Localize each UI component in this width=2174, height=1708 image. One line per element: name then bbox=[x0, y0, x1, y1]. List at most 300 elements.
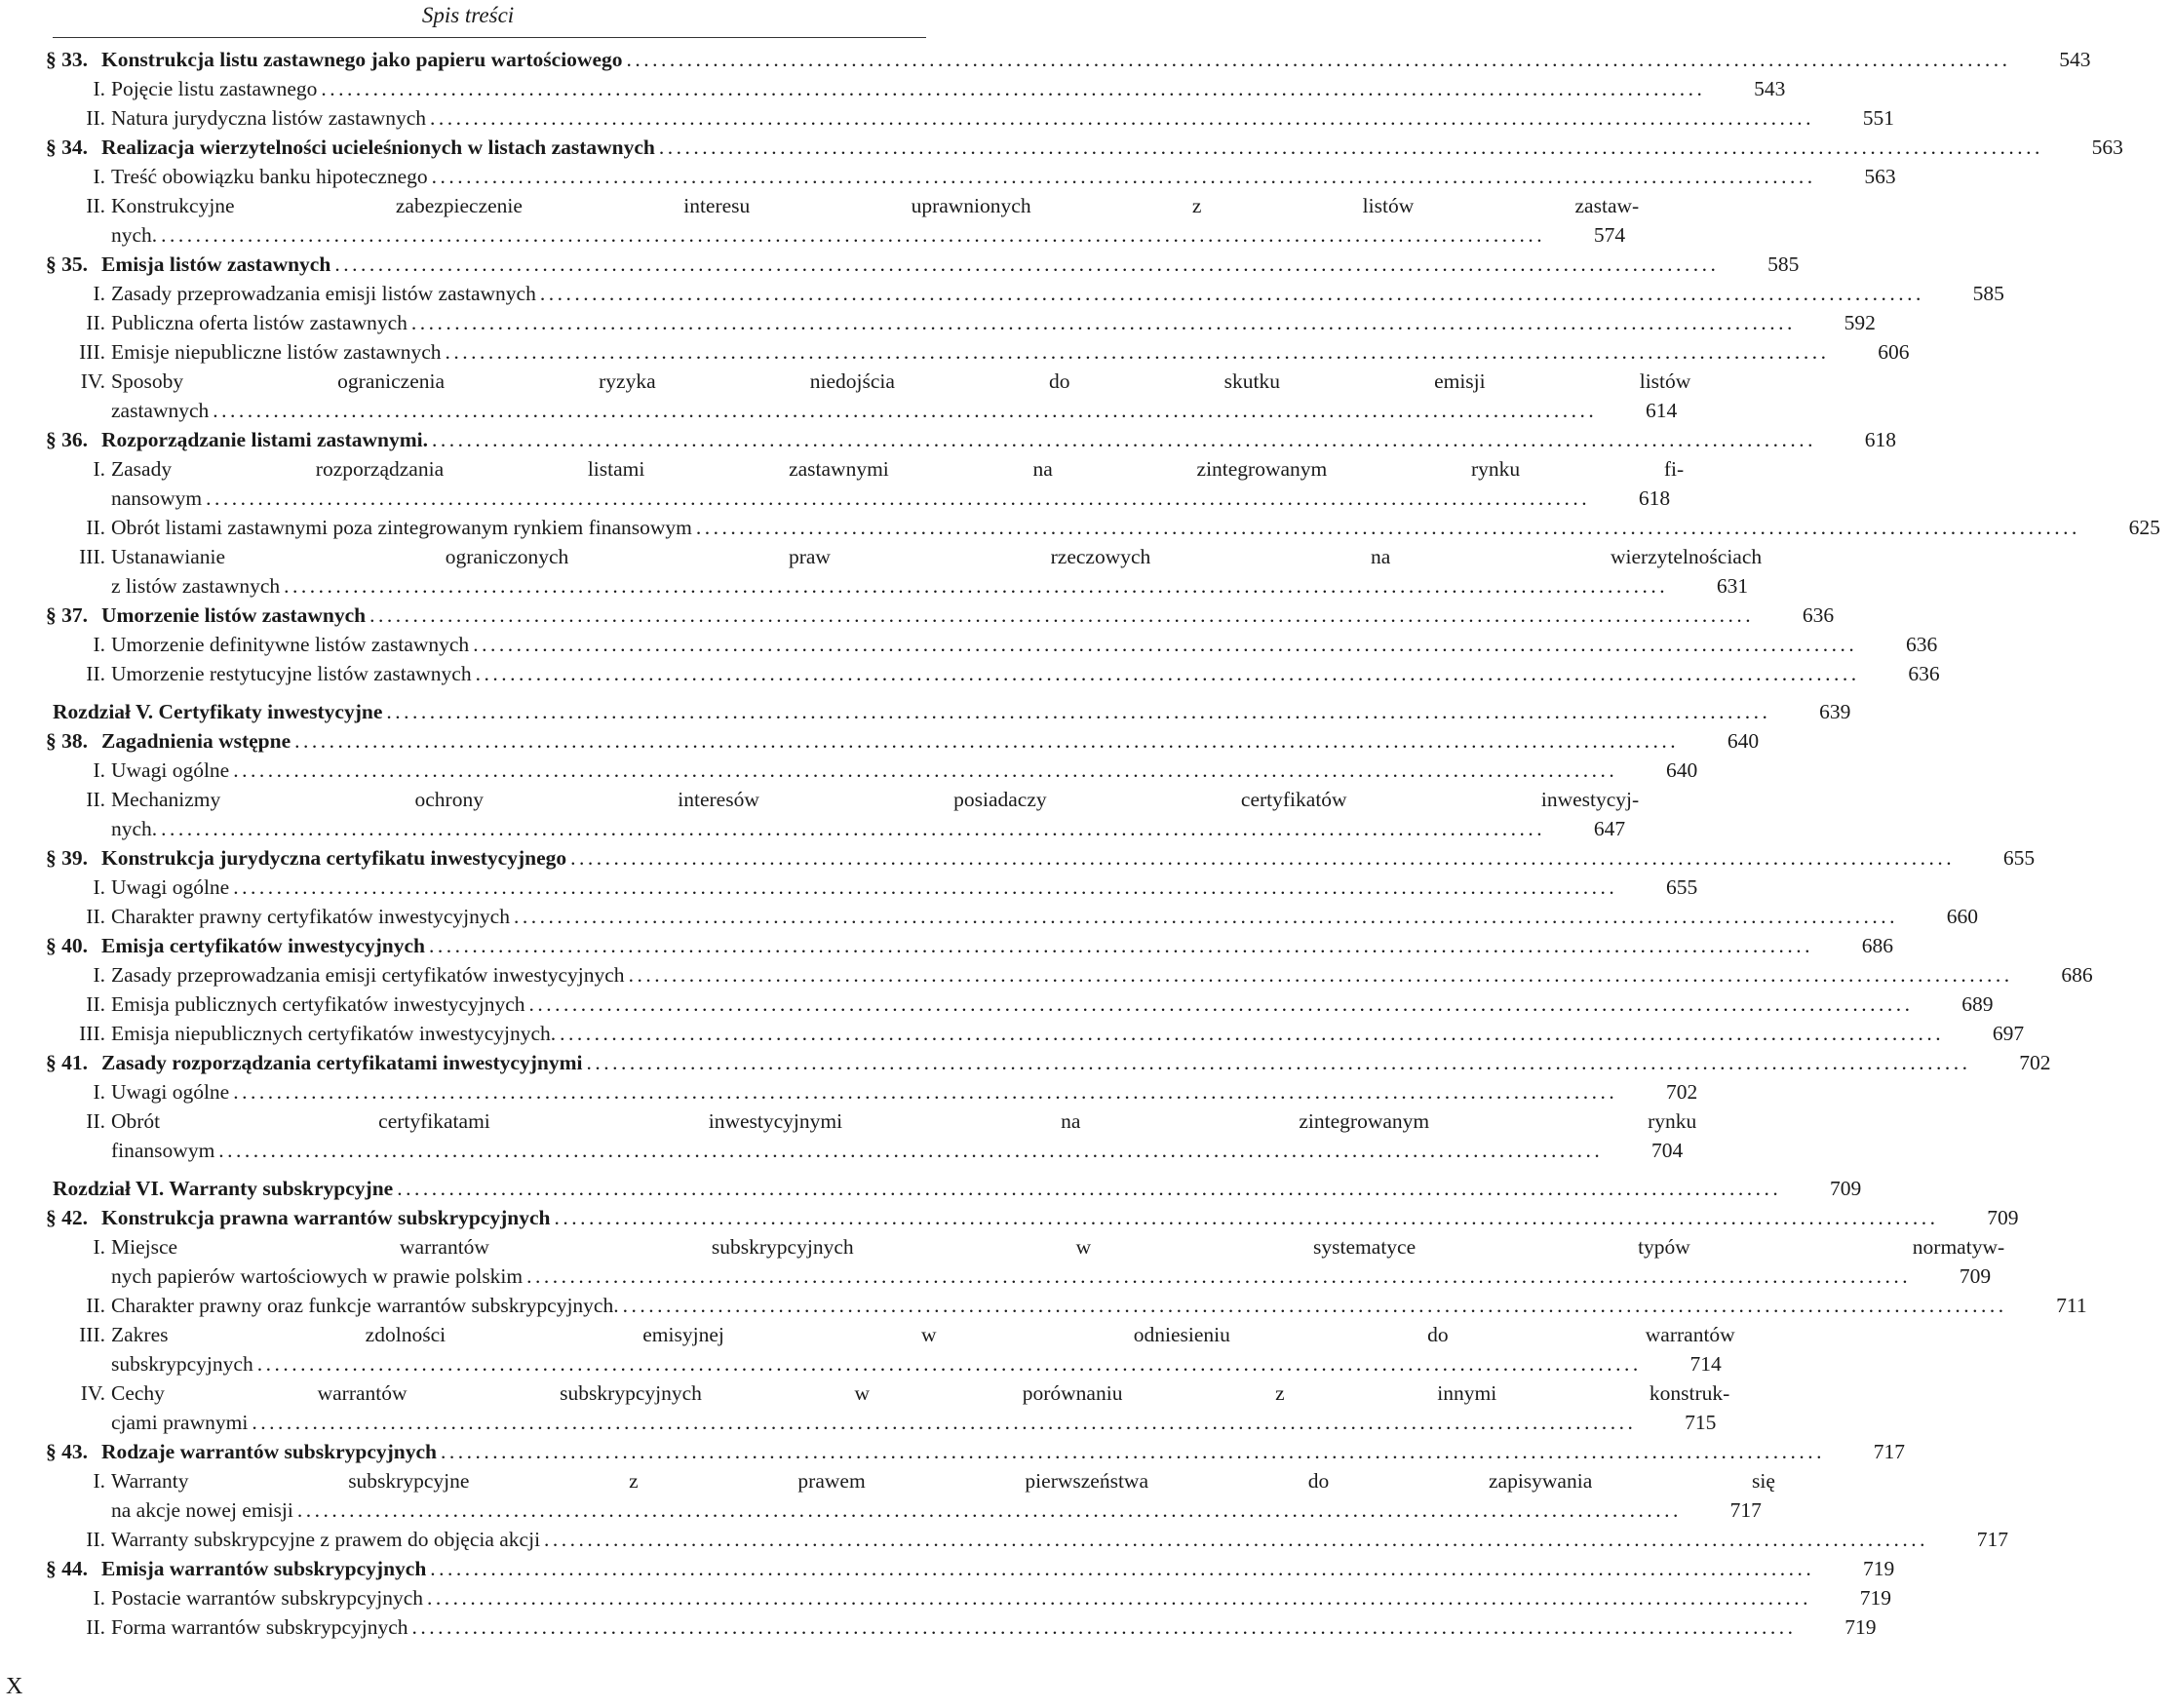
toc-entry-title-line: Obrót certyfikatami inwestycyjnymi na zintegrowanym rynku bbox=[111, 1109, 1697, 1133]
toc-entry-last-line bbox=[111, 396, 1690, 425]
toc-entry-title-line: Mechanizmy ochrony interesów posiadaczy certyfikatów inwestycyj- bbox=[111, 788, 1640, 811]
toc-entry-number: II. bbox=[86, 311, 105, 334]
toc-entry-body bbox=[111, 1077, 1711, 1106]
toc-entry-last-line bbox=[111, 960, 2107, 990]
toc-page-number: 704 bbox=[1651, 1139, 1684, 1162]
toc-entry-body bbox=[111, 630, 1951, 659]
dot-leader bbox=[229, 1077, 1617, 1106]
dot-leader bbox=[382, 697, 1770, 726]
dot-leader bbox=[293, 1495, 1682, 1525]
toc-entry-last-line bbox=[101, 1437, 1919, 1466]
toc-entry-title: Emisja listów zastawnych bbox=[101, 252, 331, 276]
toc-page-number: 614 bbox=[1646, 399, 1678, 422]
toc-entry-last-line bbox=[111, 630, 1951, 659]
toc-entry-title: Emisja certyfikatów inwestycyjnych bbox=[101, 934, 426, 957]
toc-page-number: 606 bbox=[1878, 340, 1910, 364]
toc-entry-title: Umorzenie restytucyjne listów zastawnych bbox=[111, 662, 472, 685]
dot-leader bbox=[619, 1291, 2007, 1320]
toc-subsection bbox=[0, 74, 1786, 103]
toc-entry-number: II. bbox=[86, 1615, 105, 1639]
dot-leader bbox=[209, 396, 1597, 425]
toc-entry-body bbox=[111, 756, 1711, 785]
toc-entry-last-line bbox=[111, 1525, 2022, 1554]
toc-entry-number: I. bbox=[93, 1586, 105, 1610]
toc-subsection bbox=[0, 103, 1894, 133]
toc-subsection bbox=[0, 630, 1938, 659]
toc-entry-body bbox=[111, 1525, 2022, 1554]
toc-section bbox=[0, 726, 1760, 756]
toc-entry-number: III. bbox=[79, 1323, 105, 1346]
dot-leader bbox=[317, 74, 1705, 103]
toc-page-number: 719 bbox=[1863, 1557, 1895, 1580]
toc-entry-last-line bbox=[101, 931, 1907, 960]
toc-entry-number: II. bbox=[86, 1528, 105, 1551]
header-rule bbox=[53, 37, 926, 38]
toc-subsection bbox=[0, 873, 1698, 902]
toc-subsection bbox=[0, 308, 1876, 337]
dot-leader bbox=[551, 1203, 1939, 1232]
toc-entry-body bbox=[53, 1174, 1875, 1203]
toc-page-number: 543 bbox=[1754, 77, 1786, 100]
dot-leader bbox=[442, 337, 1830, 367]
toc-entry-last-line bbox=[111, 659, 1954, 688]
toc-entry-number: I. bbox=[93, 282, 105, 305]
toc-entry-title: Rozdział VI. Warranty subskrypcyjne bbox=[53, 1177, 394, 1200]
dot-leader bbox=[428, 162, 1816, 191]
toc-entry-title: Rozdział V. Certyfikaty inwestycyjne bbox=[53, 700, 383, 723]
toc-entry-title: z listów zastawnych bbox=[111, 574, 281, 598]
toc-page-number: 563 bbox=[2091, 136, 2123, 159]
toc-entry-body bbox=[111, 1612, 1890, 1642]
toc-entry-body bbox=[111, 1378, 1729, 1437]
dot-leader bbox=[556, 1019, 1944, 1048]
toc-entry-title: Zagadnienia wstępne bbox=[101, 729, 291, 753]
toc-section bbox=[0, 1437, 1905, 1466]
toc-section bbox=[0, 931, 1894, 960]
toc-entry-number: III. bbox=[79, 545, 105, 568]
toc-entry-title: Charakter prawny certyfikatów inwestycyjnych bbox=[111, 905, 510, 928]
toc-entry-last-line bbox=[111, 1349, 1735, 1378]
toc-entry-body bbox=[101, 843, 2048, 873]
toc-page-number: 585 bbox=[1767, 252, 1800, 276]
toc-section bbox=[0, 843, 2036, 873]
toc-page-number: 702 bbox=[2019, 1051, 2051, 1074]
toc-entry-body bbox=[101, 250, 1812, 279]
toc-entry-title: Realizacja wierzytelności ucieleśnionych w listach zastawnych bbox=[101, 136, 655, 159]
toc-entry-title: Zasady przeprowadzania emisji listów zastawnych bbox=[111, 282, 536, 305]
toc-page-number: 625 bbox=[2128, 516, 2160, 539]
toc-subsection bbox=[0, 1466, 1775, 1525]
toc-entry-last-line bbox=[111, 1019, 2038, 1048]
dot-leader bbox=[423, 1583, 1811, 1612]
toc-page-number: 647 bbox=[1593, 817, 1626, 840]
toc-entry-number: I. bbox=[93, 875, 105, 899]
toc-entry-title: zastawnych bbox=[111, 399, 210, 422]
dot-leader bbox=[229, 756, 1617, 785]
toc-entry-number: II. bbox=[86, 516, 105, 539]
dot-leader bbox=[625, 960, 2013, 990]
toc-entry-body bbox=[101, 1048, 2064, 1077]
toc-entry-body bbox=[111, 1232, 2004, 1291]
toc-entry-body bbox=[111, 1466, 1775, 1525]
toc-entry-title: Uwagi ogólne bbox=[111, 758, 230, 782]
toc-entry-body bbox=[101, 1203, 2033, 1232]
toc-entry-number: I. bbox=[93, 1469, 105, 1493]
toc-entry-body bbox=[111, 902, 1992, 931]
toc-subsection bbox=[0, 1525, 2009, 1554]
toc-subsection bbox=[0, 756, 1698, 785]
toc-entry-title: nych. bbox=[111, 223, 158, 247]
dot-leader bbox=[202, 484, 1590, 513]
toc-subsection bbox=[0, 1320, 1735, 1378]
toc-entry-last-line bbox=[111, 1136, 1696, 1165]
toc-entry-number: I. bbox=[93, 457, 105, 481]
dot-leader bbox=[425, 931, 1813, 960]
toc-entry-last-line bbox=[101, 843, 2048, 873]
toc-subsection bbox=[0, 367, 1691, 425]
toc-entry-body bbox=[111, 367, 1690, 425]
toc-entry-title-line: Konstrukcyjne zabezpieczenie interesu uprawnionych z listów zastaw- bbox=[111, 194, 1640, 217]
toc-entry-number: III. bbox=[79, 340, 105, 364]
toc-subsection bbox=[0, 1583, 1892, 1612]
toc-entry-title: Rodzaje warrantów subskrypcyjnych bbox=[101, 1440, 437, 1463]
toc-entry-title: Konstrukcja jurydyczna certyfikatu inwestycyjnego bbox=[101, 846, 567, 870]
toc-entry-last-line bbox=[101, 425, 1910, 454]
toc-entry-body bbox=[101, 931, 1907, 960]
toc-section bbox=[0, 1203, 2019, 1232]
toc-entry-title: Emisja publicznych certyfikatów inwestycyjnych bbox=[111, 992, 525, 1016]
toc-entry-title-line: Zasady rozporządzania listami zastawnymi na zintegrowanym rynku fi- bbox=[111, 457, 1685, 481]
toc-page-number: 717 bbox=[1729, 1498, 1762, 1522]
toc-entry-last-line bbox=[111, 902, 1992, 931]
toc-subsection bbox=[0, 337, 1910, 367]
toc-entry-last-line bbox=[101, 726, 1772, 756]
toc-page-number: 709 bbox=[1987, 1206, 2019, 1229]
toc-page-number: 574 bbox=[1593, 223, 1626, 247]
toc-entry-last-line bbox=[111, 308, 1889, 337]
dot-leader bbox=[393, 1174, 1781, 1203]
toc-entry-last-line bbox=[111, 814, 1639, 843]
toc-entry-last-line bbox=[111, 1612, 1890, 1642]
toc-subsection bbox=[0, 542, 1763, 601]
page-number: X bbox=[6, 1674, 23, 1699]
toc-entry-number: I. bbox=[93, 77, 105, 100]
toc-entry-last-line bbox=[111, 220, 1639, 250]
dot-leader bbox=[426, 103, 1814, 133]
toc-entry-title: Umorzenie listów zastawnych bbox=[101, 603, 367, 627]
toc-entry-body bbox=[111, 74, 1799, 103]
toc-page-number: 655 bbox=[1665, 875, 1698, 899]
toc-entry-body bbox=[111, 279, 2018, 308]
toc-subsection bbox=[0, 902, 1978, 931]
toc-entry-body bbox=[101, 726, 1772, 756]
toc-entry-number: II. bbox=[86, 905, 105, 928]
toc-entry-body bbox=[111, 191, 1639, 250]
toc-entry-body bbox=[111, 542, 1762, 601]
dot-leader bbox=[623, 45, 2011, 74]
toc-entry-title: Emisja niepublicznych certyfikatów inwestycyjnych. bbox=[111, 1022, 557, 1045]
toc-entry-title: subskrypcyjnych bbox=[111, 1352, 253, 1376]
toc-entry-body bbox=[101, 1554, 1908, 1583]
toc-entry-body bbox=[111, 103, 1908, 133]
toc-entry-number: II. bbox=[86, 106, 105, 130]
toc-entry-last-line bbox=[101, 45, 2105, 74]
toc-entry-body bbox=[111, 1291, 2101, 1320]
dot-leader bbox=[469, 630, 1857, 659]
toc-page-number: 631 bbox=[1716, 574, 1749, 598]
toc-entry-number: § 44. bbox=[46, 1557, 88, 1580]
toc-entry-title-line: Zakres zdolności emisyjnej w odniesieniu do warrantów bbox=[111, 1323, 1735, 1346]
toc-subsection bbox=[0, 1232, 2005, 1291]
toc-entry-last-line bbox=[111, 337, 1923, 367]
dot-leader bbox=[229, 873, 1617, 902]
toc-entry-last-line bbox=[111, 1583, 1905, 1612]
toc-section bbox=[0, 425, 1897, 454]
toc-entry-body bbox=[101, 425, 1910, 454]
toc-entry-number: § 42. bbox=[46, 1206, 88, 1229]
toc-entry-last-line bbox=[111, 571, 1762, 601]
toc-entry-title: Konstrukcja prawna warrantów subskrypcyjnych bbox=[101, 1206, 551, 1229]
toc-page-number: 563 bbox=[1864, 165, 1896, 188]
toc-entry-number: IV. bbox=[80, 1381, 105, 1405]
toc-page-number: 702 bbox=[1665, 1080, 1698, 1104]
toc-entry-body bbox=[111, 308, 1889, 337]
dot-leader bbox=[280, 571, 1668, 601]
toc-entry-last-line bbox=[111, 1262, 2004, 1291]
toc-entry-last-line bbox=[101, 1203, 2033, 1232]
toc-entry-title: Publiczna oferta listów zastawnych bbox=[111, 311, 408, 334]
toc-entry-title-line: Miejsce warrantów subskrypcyjnych w systematyce typów normatyw- bbox=[111, 1235, 2005, 1259]
toc-entry-number: I. bbox=[93, 1080, 105, 1104]
dot-leader bbox=[692, 513, 2080, 542]
toc-subsection bbox=[0, 513, 2160, 542]
toc-entry-body bbox=[101, 133, 2137, 162]
toc-entry-number: § 41. bbox=[46, 1051, 88, 1074]
toc-page-number: 717 bbox=[1873, 1440, 1905, 1463]
toc-entry-last-line bbox=[111, 1495, 1775, 1525]
toc-entry-number: I. bbox=[93, 1235, 105, 1259]
toc-subsection bbox=[0, 279, 2004, 308]
toc-page-number: 714 bbox=[1689, 1352, 1722, 1376]
toc-page-number: 686 bbox=[1861, 934, 1894, 957]
toc-entry-last-line bbox=[101, 133, 2137, 162]
toc-entry-body bbox=[111, 873, 1711, 902]
toc-entry-last-line bbox=[111, 873, 1711, 902]
toc-subsection bbox=[0, 1612, 1877, 1642]
toc-entry-body bbox=[101, 601, 1847, 630]
toc-entry-last-line bbox=[111, 103, 1908, 133]
dot-leader bbox=[566, 843, 1955, 873]
dot-leader bbox=[408, 1612, 1797, 1642]
toc-entry-last-line bbox=[111, 1408, 1729, 1437]
toc-entry-number: § 39. bbox=[46, 846, 88, 870]
toc-entry-body bbox=[111, 785, 1639, 843]
toc-entry-number: § 40. bbox=[46, 934, 88, 957]
toc-section bbox=[0, 133, 2123, 162]
toc-entry-title: Obrót listami zastawnymi poza zintegrowanym rynkiem finansowym bbox=[111, 516, 692, 539]
dot-leader bbox=[540, 1525, 1928, 1554]
toc-entry-number: § 33. bbox=[46, 48, 88, 71]
toc-page-number: 640 bbox=[1727, 729, 1760, 753]
toc-entry-title: Pojęcie listu zastawnego bbox=[111, 77, 318, 100]
toc-page-number: 618 bbox=[1864, 428, 1897, 451]
dot-leader bbox=[330, 250, 1719, 279]
toc-page-number: 697 bbox=[1992, 1022, 2025, 1045]
toc-subsection bbox=[0, 785, 1640, 843]
toc-subsection bbox=[0, 162, 1896, 191]
dot-leader bbox=[291, 726, 1679, 756]
toc-page-number: 660 bbox=[1946, 905, 1978, 928]
toc-entry-number: III. bbox=[79, 1022, 105, 1045]
toc-entry-title: Postacie warrantów subskrypcyjnych bbox=[111, 1586, 424, 1610]
toc-page-number: 719 bbox=[1859, 1586, 1892, 1610]
toc-entry-number: § 38. bbox=[46, 729, 88, 753]
dot-leader bbox=[408, 308, 1796, 337]
toc-entry-number: § 36. bbox=[46, 428, 88, 451]
toc-entry-title: Forma warrantów subskrypcyjnych bbox=[111, 1615, 408, 1639]
toc-entry-title: Uwagi ogólne bbox=[111, 875, 230, 899]
toc-entry-body bbox=[53, 697, 1864, 726]
toc-entry-title: Warranty subskrypcyjne z prawem do objęcia akcji bbox=[111, 1528, 541, 1551]
toc-page-number: 717 bbox=[1976, 1528, 2009, 1551]
toc-entry-body bbox=[111, 454, 1684, 513]
toc-entry-body bbox=[111, 960, 2107, 990]
toc-page-number: 655 bbox=[2002, 846, 2036, 870]
toc-entry-title: Zasady rozporządzania certyfikatami inwestycyjnymi bbox=[101, 1051, 583, 1074]
toc-page-number: 543 bbox=[2059, 48, 2091, 71]
toc-subsection bbox=[0, 990, 1994, 1019]
dot-leader bbox=[510, 902, 1898, 931]
toc-page-number: 711 bbox=[2056, 1294, 2087, 1317]
toc-entry-last-line bbox=[111, 74, 1799, 103]
toc-entry-body bbox=[101, 1437, 1919, 1466]
dot-leader bbox=[366, 601, 1754, 630]
table-of-contents bbox=[0, 45, 2160, 1642]
toc-entry-body bbox=[111, 659, 1954, 688]
toc-page-number: 636 bbox=[1802, 603, 1835, 627]
toc-chapter bbox=[0, 697, 1851, 726]
toc-entry-title: Emisje niepubliczne listów zastawnych bbox=[111, 340, 442, 364]
toc-section bbox=[0, 601, 1835, 630]
toc-entry-body bbox=[111, 162, 1910, 191]
dot-leader bbox=[582, 1048, 1970, 1077]
toc-entry-last-line bbox=[101, 1554, 1908, 1583]
toc-entry-number: I. bbox=[93, 963, 105, 987]
toc-entry-title: Zasady przeprowadzania emisji certyfikatów inwestycyjnych bbox=[111, 963, 625, 987]
toc-entry-number: II. bbox=[86, 194, 105, 217]
toc-entry-last-line bbox=[111, 513, 2174, 542]
toc-entry-last-line bbox=[111, 484, 1684, 513]
toc-page-number: 715 bbox=[1685, 1411, 1717, 1434]
toc-subsection bbox=[0, 191, 1640, 250]
toc-entry-title: Natura jurydyczna listów zastawnych bbox=[111, 106, 426, 130]
toc-entry-number: § 43. bbox=[46, 1440, 88, 1463]
toc-entry-last-line bbox=[111, 279, 2018, 308]
toc-entry-body bbox=[111, 1320, 1735, 1378]
toc-entry-title: Emisja warrantów subskrypcyjnych bbox=[101, 1557, 427, 1580]
toc-page-number: 719 bbox=[1844, 1615, 1877, 1639]
toc-entry-title-line: Warranty subskrypcyjne z prawem pierwszeństwa do zapisywania się bbox=[111, 1469, 1775, 1493]
toc-entry-number: II. bbox=[86, 662, 105, 685]
toc-subsection bbox=[0, 1019, 2025, 1048]
dot-leader bbox=[437, 1437, 1825, 1466]
toc-subsection bbox=[0, 1106, 1697, 1165]
toc-entry-title: Umorzenie definitywne listów zastawnych bbox=[111, 633, 470, 656]
toc-subsection bbox=[0, 1077, 1698, 1106]
toc-section bbox=[0, 1554, 1895, 1583]
toc-entry-body bbox=[111, 337, 1923, 367]
toc-entry-title: Uwagi ogólne bbox=[111, 1080, 230, 1104]
toc-entry-last-line bbox=[101, 601, 1847, 630]
toc-entry-last-line bbox=[111, 1077, 1711, 1106]
toc-section bbox=[0, 1048, 2051, 1077]
toc-section bbox=[0, 45, 2091, 74]
toc-entry-title: nansowym bbox=[111, 486, 203, 510]
toc-entry-number: II. bbox=[86, 1294, 105, 1317]
toc-entry-title: nych. bbox=[111, 817, 158, 840]
toc-subsection bbox=[0, 454, 1685, 513]
dot-leader bbox=[472, 659, 1860, 688]
toc-entry-body bbox=[111, 513, 2174, 542]
toc-page-number: 636 bbox=[1905, 633, 1938, 656]
toc-entry-last-line bbox=[53, 1174, 1875, 1203]
toc-entry-body bbox=[111, 1106, 1696, 1165]
toc-page-number: 709 bbox=[1959, 1264, 1992, 1288]
toc-section bbox=[0, 250, 1800, 279]
toc-entry-last-line bbox=[111, 162, 1910, 191]
dot-leader bbox=[655, 133, 2043, 162]
toc-entry-last-line bbox=[111, 990, 2007, 1019]
toc-subsection bbox=[0, 659, 1940, 688]
dot-leader bbox=[428, 425, 1816, 454]
toc-entry-title-line: Sposoby ograniczenia ryzyka niedojścia do skutku emisji listów bbox=[111, 369, 1691, 393]
running-header: Spis treści bbox=[421, 3, 515, 27]
toc-entry-last-line bbox=[53, 697, 1864, 726]
toc-entry-number: § 35. bbox=[46, 252, 88, 276]
toc-entry-number: I. bbox=[93, 165, 105, 188]
toc-entry-number: II. bbox=[86, 788, 105, 811]
toc-page-number: 640 bbox=[1665, 758, 1698, 782]
dot-leader bbox=[248, 1408, 1636, 1437]
toc-entry-last-line bbox=[111, 1291, 2101, 1320]
toc-entry-number: I. bbox=[93, 633, 105, 656]
toc-chapter bbox=[0, 1174, 1862, 1203]
toc-entry-number: § 37. bbox=[46, 603, 88, 627]
dot-leader bbox=[214, 1136, 1603, 1165]
toc-entry-body bbox=[111, 990, 2007, 1019]
toc-entry-title: Treść obowiązku banku hipotecznego bbox=[111, 165, 428, 188]
dot-leader bbox=[523, 1262, 1911, 1291]
toc-entry-title: Rozporządzanie listami zastawnymi. bbox=[101, 428, 429, 451]
toc-page-number: 709 bbox=[1829, 1177, 1862, 1200]
dot-leader bbox=[525, 990, 1914, 1019]
toc-entry-title-line: Ustanawianie ograniczonych praw rzeczowych na wierzytelnościach bbox=[111, 545, 1763, 568]
toc-subsection bbox=[0, 1378, 1730, 1437]
toc-entry-body bbox=[111, 1019, 2038, 1048]
toc-entry-title: finansowym bbox=[111, 1139, 215, 1162]
toc-entry-number: IV. bbox=[80, 369, 105, 393]
toc-entry-last-line bbox=[101, 1048, 2064, 1077]
toc-entry-title: na akcje nowej emisji bbox=[111, 1498, 293, 1522]
toc-entry-title-line: Cechy warrantów subskrypcyjnych w porównaniu z innymi konstruk- bbox=[111, 1381, 1730, 1405]
toc-page-number: 551 bbox=[1862, 106, 1894, 130]
toc-page-number: 636 bbox=[1908, 662, 1940, 685]
toc-entry-title: cjami prawnymi bbox=[111, 1411, 249, 1434]
toc-entry-title: Konstrukcja listu zastawnego jako papieru wartościowego bbox=[101, 48, 623, 71]
toc-entry-number: § 34. bbox=[46, 136, 88, 159]
toc-entry-number: II. bbox=[86, 1109, 105, 1133]
dot-leader bbox=[157, 814, 1545, 843]
